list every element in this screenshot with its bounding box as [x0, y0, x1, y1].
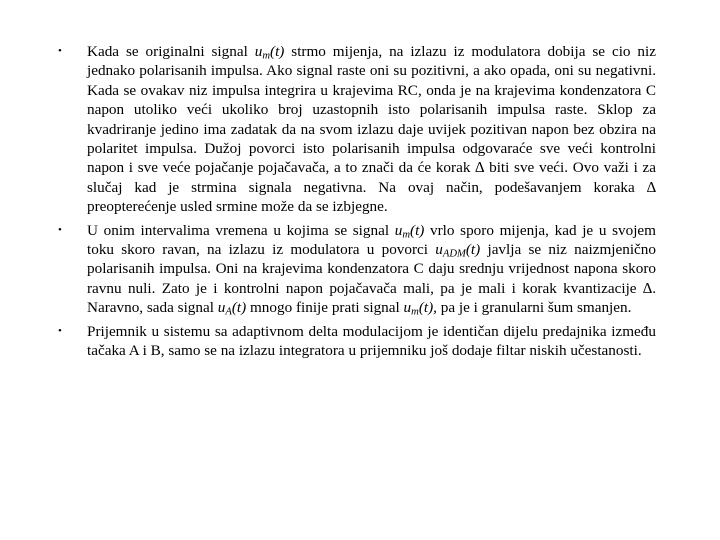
- time-argument: (t): [231, 299, 247, 317]
- bullet-item-2: [52, 221, 656, 318]
- bullet-item-1: [52, 42, 656, 217]
- signal-symbol: u: [254, 43, 263, 60]
- text-segment: U onim intervalima vremena u kojima se signal: [87, 221, 395, 239]
- time-argument: (t): [270, 43, 285, 60]
- bullet-text: [87, 222, 656, 317]
- signal-symbol: u: [394, 221, 403, 239]
- text-segment: pa je i granularni šum smanjen.: [436, 299, 632, 317]
- signal-subscript: ADM: [442, 248, 466, 260]
- bullet-text: [87, 43, 656, 215]
- text-segment: strmo mijenja, na izlazu iz modulatora dobija se cio niz jednako polarisanih impulsa. Ako signal raste oni su pozitivni, a ako opada, oni su negativni. Kada se ovakav niz impulsa integrira u krajevima RC, onda je na krajevima kondenzatora C napon utoliko veći ukoliko broj uzastopnih isto polarisanih impulsa raste. Sklop za kvadriranje jedino ima zadatak da na svom izlazu daje uvijek pozitivan napon bez obzira na polaritet impulsa. Dužoj povorci isto polarisanih impulsa odgovaraće sve veći kontrolni napon i sve veće pojačanje pojačavača, a to znači da će korak ∆ biti sve veći. Ovo važi i za slučaj kad je strmina signala negativna. Na ovaj način, podešavanjem koraka ∆ preopterećenje usled srmine može da se izbjegne.: [87, 43, 656, 216]
- text-segment: mnogo finije prati signal: [246, 299, 404, 317]
- bullet-marker: •: [58, 45, 62, 57]
- text-segment: javlja se niz naizmjenično polarisanih impulsa. Oni na krajevima kondenzatora C daju srednju vrijednost napona skoro ravnu nuli. Zato je i kontrolni napon pojačavača mali, pa je mali i korak kvantizacije ∆. Naravno, sada signal: [87, 241, 656, 317]
- signal-symbol: u: [217, 299, 226, 317]
- time-argument: (t): [465, 241, 481, 259]
- bullet-text: [87, 323, 656, 359]
- bullet-marker: •: [58, 223, 62, 236]
- time-argument: (t): [410, 221, 425, 239]
- signal-subscript: m: [402, 229, 411, 241]
- bullet-item-3: [52, 322, 656, 361]
- signal-symbol: u: [403, 299, 412, 317]
- text-segment: Kada se originalni signal: [87, 43, 255, 60]
- signal-symbol: u: [435, 241, 443, 259]
- bullet-list: [52, 42, 656, 361]
- text-segment: Prijemnik u sistemu sa adaptivnom delta modulacijom je identičan dijelu predajnika između tačaka A i B, samo se na izlazu integratora u prijemniku još dodaje filtar niskih učestanosti.: [87, 322, 656, 360]
- bullet-marker: •: [58, 324, 62, 337]
- text-segment: vrlo sporo mijenja, kad je u svojem toku skoro ravan, na izlazu iz modulatora u povorci: [87, 221, 656, 259]
- signal-subscript: m: [411, 306, 419, 318]
- time-argument: (t),: [418, 299, 437, 317]
- signal-subscript: m: [262, 50, 271, 62]
- signal-subscript: A: [225, 306, 232, 318]
